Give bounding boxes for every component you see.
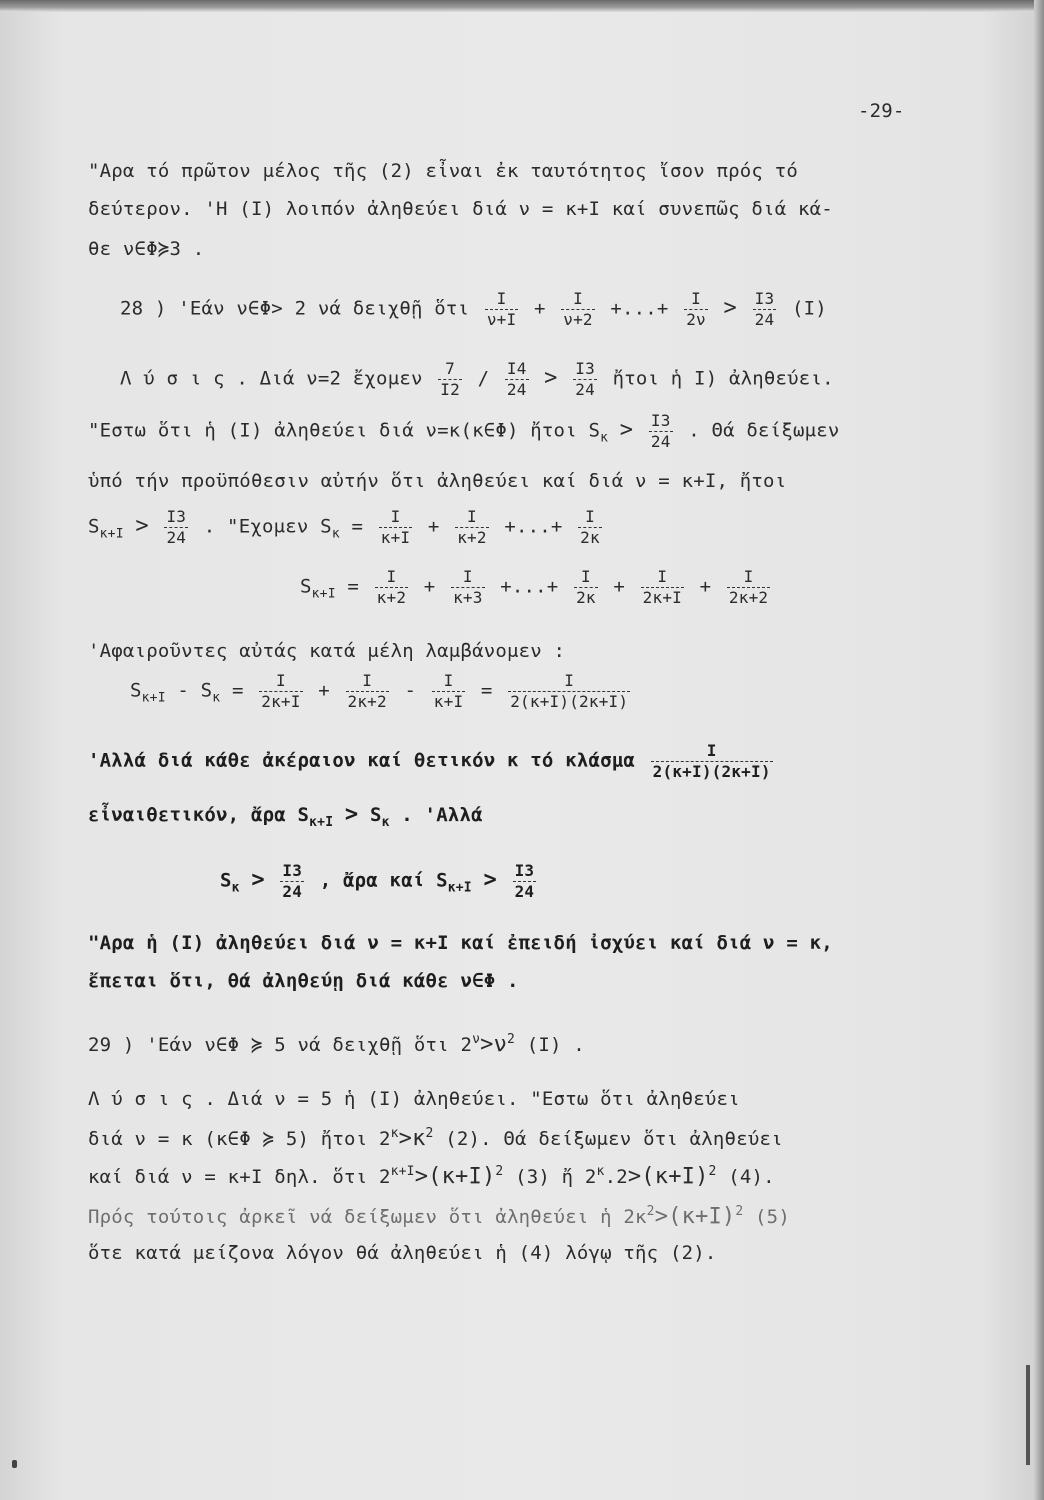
text-line-2: δεύτερον. 'Η (Ι) λοιπόν ἀληθεύει διά ν = κ+Ι καί συνεπῶς διά κά- bbox=[88, 198, 833, 220]
fraction-product-denominator: $\frac{I}{2(\kappa+I)(2\kappa+I)}$ bbox=[510, 671, 629, 711]
problem-28-statement: 28 ) 'Εάν ν∈Φ> 2 νά δειχθῇ ὅτι $\frac{I}{\nu+I}$ + $\frac{I}{\nu+2}$ +...+ $\frac{I}{2\nu}$ > $\frac{I3}{24}$ (Ι) bbox=[120, 289, 827, 329]
equation-sk: $S_{\kappa+I}$ > $\frac{I3}{24}$ . "Εχομεν $S_\kappa$ = $\frac{I}{\kappa+I}$ + $\frac{I}{\kappa+2}$ +...+ $\frac{I}{2\kappa}$ bbox=[88, 507, 600, 547]
fraction-1-over-k-plus-2: $\frac{I}{\kappa+2}$ bbox=[376, 567, 407, 607]
fraction-1-over-k-plus-1: $\frac{I}{\kappa+I}$ bbox=[433, 671, 464, 711]
fraction-13-over-24: $\frac{I3}{24}$ bbox=[754, 289, 775, 329]
fraction-13-over-24: $\frac{I3}{24}$ bbox=[650, 411, 671, 451]
text-line-1: "Αρα τό πρῶτον μέλος τῆς (2) εἶναι ἐκ ταυτότητος ἴσον πρός τό bbox=[88, 160, 798, 182]
positive-line: εἶναιθετικόν, ἄρα $S_{\kappa+I} > S_\kappa$ . 'Αλλά bbox=[88, 802, 483, 830]
page-number: -29- bbox=[858, 100, 905, 122]
solution-29-line-4: Πρός τούτοις ἀρκεῖ νά δείξωμεν ὅτι ἀληθεύει ἡ $2\kappa^2>(\kappa+I)^2$ (5) bbox=[88, 1204, 790, 1229]
fraction-1-over-nu-plus-2: $\frac{I}{\nu+2}$ bbox=[563, 289, 593, 329]
solution-28-line-3: ὑπό τήν προϋπόθεσιν αὐτήν ὅτι ἀληθεύει καί διά ν = κ+Ι, ἤτοι bbox=[88, 470, 787, 492]
fraction-1-over-2k-plus-1: $\frac{I}{2\kappa+I}$ bbox=[642, 567, 682, 607]
scan-binding-mark bbox=[1026, 1365, 1030, 1465]
fraction-13-over-24: $\frac{I3}{24}$ bbox=[282, 861, 303, 901]
problem-28-text: 28 ) 'Εάν ν∈Φ> 2 νά δειχθῇ ὅτι bbox=[120, 297, 470, 320]
sk-comparison: $S_\kappa$ > $\frac{I3}{24}$ , ἄρα καί $S_{\kappa+I}$ > $\frac{I3}{24}$ bbox=[220, 861, 535, 901]
solution-29-line-3: καί διά ν = κ+Ι δηλ. ὅτι $2^{\kappa+I}>(\kappa+I)^2$ (3) ἤ $2^\kappa.2>(\kappa+I)^2$ (4). bbox=[88, 1164, 775, 1189]
fraction-1-over-k-plus-1: $\frac{I}{\kappa+I}$ bbox=[380, 507, 411, 547]
fraction-product-denominator: $\frac{I}{2(\kappa+I)(2\kappa+I)}$ bbox=[652, 741, 771, 781]
solution-28-line-2: "Εστω ὅτι ἡ (Ι) ἀληθεύει διά ν=κ(κ∈Φ) ἤτοι $S_\kappa$ > $\frac{I3}{24}$ . Θά δείξωμεν bbox=[88, 411, 840, 451]
scan-right-edge bbox=[1034, 0, 1044, 1500]
but-line: 'Αλλά διά κάθε ἀκέραιον καί θετικόν κ τό κλάσμα $\frac{I}{2(\kappa+I)(2\kappa+I)}$ bbox=[88, 741, 771, 781]
equation-difference: $S_{\kappa+I} - S_\kappa$ = $\frac{I}{2\kappa+I}$ + $\frac{I}{2\kappa+2}$ - $\frac{I}{\kappa+I}$ = $\frac{I}{2(\kappa+I)(2\kappa+I)}$ bbox=[130, 671, 629, 711]
scan-dot-mark bbox=[12, 1460, 17, 1468]
fraction-1-over-2k-plus-1: $\frac{I}{2\kappa+I}$ bbox=[261, 671, 301, 711]
conclusion-line-1: "Αρα ἡ (Ι) ἀληθεύει διά ν = κ+Ι καί ἐπειδή ἰσχύει καί διά ν = κ, bbox=[88, 932, 833, 954]
problem-29-statement: 29 ) 'Εάν ν∈Φ ≽ 5 νά δειχθῇ ὅτι $2^\nu>\nu^2$ (Ι) . bbox=[88, 1032, 585, 1057]
solution-29-line-2: διά ν = κ (κ∈Φ ≽ 5) ἤτοι $2^\kappa>\kappa^2$ (2). Θά δείξωμεν ὅτι ἀληθεύει bbox=[88, 1126, 783, 1151]
fraction-1-over-2k: $\frac{I}{2\kappa}$ bbox=[580, 507, 600, 547]
fraction-1-over-k-plus-3: $\frac{I}{\kappa+3}$ bbox=[453, 567, 483, 607]
subtract-line: 'Αφαιροῦντες αὐτάς κατά μέλη λαμβάνομεν : bbox=[88, 640, 566, 662]
fraction-13-over-24: $\frac{I3}{24}$ bbox=[514, 861, 535, 901]
fraction-1-over-2k-plus-2: $\frac{I}{2\kappa+2}$ bbox=[728, 567, 769, 607]
scan-top-edge bbox=[0, 0, 1044, 12]
fraction-13-over-24: $\frac{I3}{24}$ bbox=[166, 507, 187, 547]
conclusion-line-2: ἔπεται ὅτι, θά ἀληθεύῃ διά κάθε ν∈Φ . bbox=[88, 970, 519, 992]
fraction-1-over-nu-plus-1: $\frac{I}{\nu+I}$ bbox=[486, 289, 517, 329]
text-line-3: θε ν∈Φ≽3 . bbox=[88, 238, 205, 260]
fraction-1-over-2k-plus-2: $\frac{I}{2\kappa+2}$ bbox=[347, 671, 387, 711]
fraction-14-over-24: $\frac{I4}{24}$ bbox=[506, 359, 527, 399]
fraction-7-over-12: $\frac{7}{I2}$ bbox=[440, 359, 460, 399]
fraction-1-over-2nu: $\frac{I}{2\nu}$ bbox=[686, 289, 706, 329]
solution-29-line-5: ὅτε κατά μείζονα λόγον θά ἀληθεύει ἡ (4) λόγῳ τῆς (2). bbox=[88, 1242, 717, 1264]
fraction-1-over-2k: $\frac{I}{2\kappa}$ bbox=[576, 567, 596, 607]
solution-28-line-1: Λ ύ σ ι ς . Διά ν=2 ἔχομεν $\frac{7}{I2}$ / $\frac{I4}{24}$ > $\frac{I3}{24}$ ἤτοι ἡ Ι) ἀληθεύει. bbox=[120, 359, 834, 399]
solution-29-line-1: Λ ύ σ ι ς . Διά ν = 5 ἡ (Ι) ἀληθεύει. "Εστω ὅτι ἀληθεύει bbox=[88, 1088, 740, 1110]
fraction-13-over-24: $\frac{I3}{24}$ bbox=[575, 359, 595, 399]
equation-sk-plus-1: $S_{\kappa+I}$ = $\frac{I}{\kappa+2}$ + $\frac{I}{\kappa+3}$ +...+ $\frac{I}{2\kappa}$ + $\frac{I}{2\kappa+I}$ + $\frac{I}{2\kappa+2}$ bbox=[300, 567, 769, 607]
fraction-1-over-k-plus-2: $\frac{I}{\kappa+2}$ bbox=[457, 507, 487, 547]
